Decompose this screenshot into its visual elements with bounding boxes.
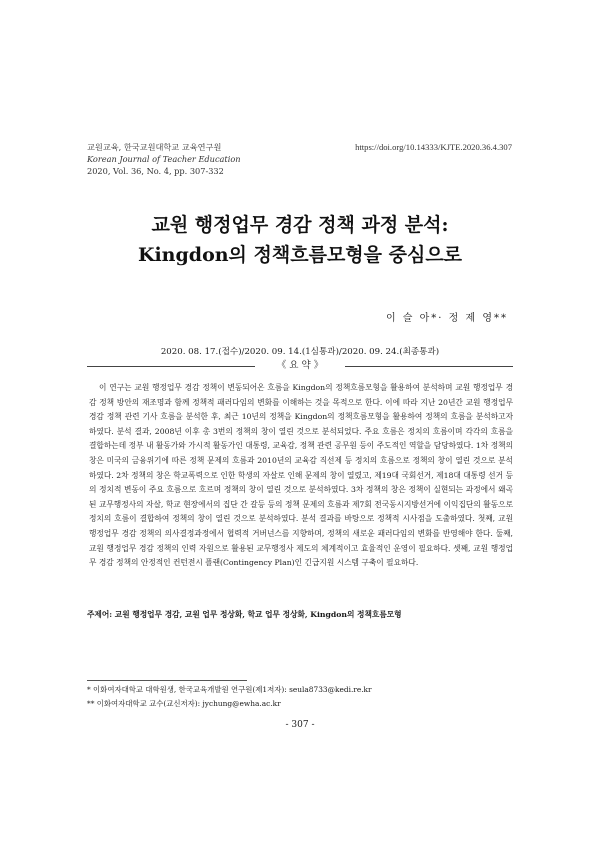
journal-volume: 2020, Vol. 36, No. 4, pp. 307-332	[87, 166, 224, 176]
heading-rule-right	[345, 366, 513, 367]
abstract-heading	[87, 359, 513, 373]
abstract-body: 이 연구는 교원 행정업무 경감 정책이 변동되어온 흐름을 Kingdon의 정책흐름모형을 활용하여 분석하며 교원 행정업무 경감 정책 방안의 재조명과 함께 정책적 패러다임의 변화를 이해하는 것을 목적으로 한다. 이에 따라 지난 20년간 교원 행정업무 경감 정책 관련 기사 흐름을 분석한 후, 최근 10년의 정책을 Kingdon의 정책흐름모형을 활용하여 정책의 흐름을 분석하고자 하였다. 분석 결과, 2008년 이후 총 3번의 정책의 창이 열린 것으로 분석되었다. 주요 흐름은 정치의 흐름이며 각각의 흐름을 결합하는데 정부 내 활동가와 가시적 활동가인 대통령, 교육감, 정책 관련 공무원 등이 주도적인 역할을 담당하였다. 1차 정책의 창은 미국의 금융위기에 따른 정책 문제의 흐름과 2010년의 교육감 직선제 등 정치의 흐름으로 정책의 창이 열린 것으로 분석하였다. 2차 정책의 창은 학교폭력으로 인한 학생의 자살로 인해 문제의 창이 열렸고, 제19대 국회선거, 제18대 대통령 선거 등의 정치적 변동이 주요 흐름으로 흐르며 정책의 창이 열린 것으로 분석하였다. 3차 정책의 창은 정책이 실현되는 과정에서 왜곡된 교무행정사의 자살, 학교 현장에서의 집단 간 갈등 등의 정책 문제의 흐름과 제7회 전국동시지방선거에 이익집단의 활동으로 정치의 흐름이 결합하여 정책의 창이 열린 것으로 분석하였다. 분석 결과를 바탕으로 정책적 시사점을 도출하였다. 첫째, 교원 행정업무 경감 정책의 의사결정과정에서 협력적 거버넌스를 지향하며, 정책의 새로운 패러다임의 변화를 반영해야 한다. 둘째, 교원 행정업무 경감 정책의 인력 자원으로 활용된 교무행정사 제도의 체계적이고 효율적인 운영이 필요하다. 셋째, 교원 행정업무 경감 정책의 안정적인 컨턴전시 플랜(Contingency Plan)인 긴급지원 시스템 구축이 필요하다.	[89, 383, 513, 568]
footnote-corresponding-author: ** 이화여자대학교 교수(교신저자): jychung@ewha.ac.kr	[87, 699, 281, 708]
submission-dates: 2020. 08. 17.(접수)/2020. 09. 14.(1심통과)/2020. 09. 24.(최종통과)	[160, 347, 440, 357]
abstract-heading-label: 《 요 약 》	[276, 360, 324, 371]
journal-name-en: Korean Journal of Teacher Education	[87, 154, 241, 164]
authors: 이 슬 아*· 정 제 영**	[385, 313, 508, 324]
journal-header	[87, 141, 241, 177]
page-number: - 307 -	[285, 720, 315, 730]
paper-title	[0, 210, 600, 270]
keywords: 주제어: 교원 행정업무 경감, 교원 업무 정상화, 학교 업무 정상화, Kingdon의 정책흐름모형	[87, 610, 402, 619]
footnote-divider	[87, 680, 247, 681]
title-line-1: 교원 행정업무 경감 정책 과정 분석:	[151, 214, 449, 236]
doi-link[interactable]: https://doi.org/10.14333/KJTE.2020.36.4.307	[355, 142, 512, 152]
footnote-first-author: * 이화여자대학교 대학원생, 한국교육개발원 연구원(제1저자): seula8733@kedi.re.kr	[87, 685, 372, 694]
journal-name-ko: 교원교육, 한국교원대학교 교육연구원	[87, 142, 222, 152]
title-line-2: Kingdon의 정책흐름모형을 중심으로	[137, 244, 463, 266]
